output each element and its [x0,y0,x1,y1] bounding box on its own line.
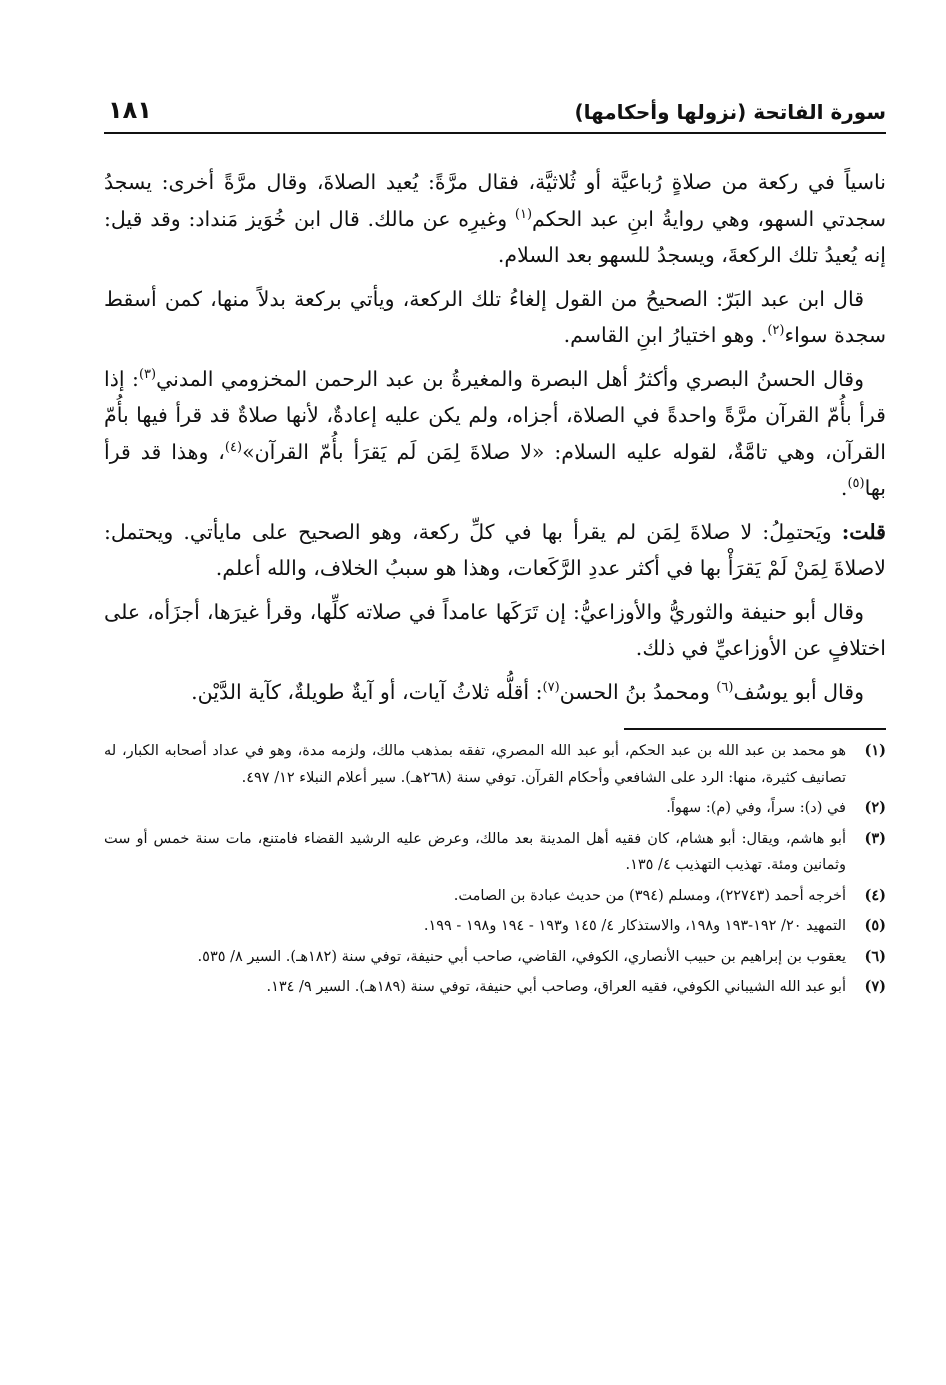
footnote-item [104,913,886,940]
text-run: : أقلُّه ثلاثُ آيات، أو آيةٌ طويلةٌ، كآية الدَّيْن. [191,679,543,704]
footnote-number: (٢) [864,799,886,816]
book-page [104,92,886,1362]
text-run: . [840,476,848,500]
text-run: قال ابن عبد البَرّ: الصحيحُ من القول إلغاءُ تلك الركعة، ويأتي بركعة بدلاً منها، كمن أسقط سجدة سواء [104,286,886,347]
text-run: وغيرِه عن مالك. قال ابن خُوَيز مَنداد: وقد قيل: إنه يُعيدُ تلك الركعةَ، ويسجدُ للسهو بعد السلام. [104,206,886,267]
running-header [104,92,886,134]
footnote-item [104,974,886,1001]
footnote-item [104,795,886,822]
text-run: . وهو اختيارُ ابنِ القاسم. [563,323,768,347]
footnote-item [104,826,886,879]
footnote-ref: (٦) [716,679,734,695]
text-run: : إذا قرأ بأُمّ القرآن مرَّةً واحدةً في الصلاة، أجزاه، ولم يكن عليه إعادةٌ، لأنها صلاةٌ قد قرأ فيها بأُمّ القرآن، وهي تامَّةٌ، لقوله عليه السلام: «لا صلاةَ لِمَن لَم يَقرَأ بأُمّ القرآن» [104,366,886,464]
text-run: ناسياً في ركعة من صلاةٍ رُباعيَّة أو ثُلاثيَّة، فقال مرَّةً: يُعيد الصلاةَ، وقال مرَّةً أخرى: يسجدُ سجدتي السهو، وهي روايةُ ابنِ عبد الحكم [104,170,886,231]
footnote-ref: (٧) [542,679,560,695]
footnote-text: في (د): سراً، وفي (م): سهواً. [666,800,846,816]
footnote-item [104,738,886,791]
footnote-number: (٥) [864,917,886,934]
text-run: وقال أبو حنيفة والثوريُّ والأوزاعيُّ: إن تَرَكَها عامداً في صلاته كلِّها، وقرأ غيرَها، أجزَأه، على اختلافٍ عن الأوزاعيِّ في ذلك. [104,599,886,660]
paragraph [104,361,886,507]
footnote-text: أبو عبد الله الشيباني الكوفي، فقيه العراق، وصاحب أبي حنيفة، توفي سنة (١٨٩هـ). السير ٩/ ١٣٤. [266,979,846,995]
text-run: وقال الحسنُ البصري وأكثرُ أهل البصرة والمغيرةُ بن عبد الرحمن المخزومي المدني [156,366,864,391]
footnote-text: أبو هاشم، ويقال: أبو هشام، كان فقيه أهل المدينة بعد مالك، وعرض عليه الرشيد القضاء فامتنع، مات سنة خمس أو ست وثمانين ومئة. تهذيب التهذيب ٤/ ١٣٥. [104,830,846,873]
footnote-text: أخرجه أحمد (٢٢٧٤٣)، ومسلم (٣٩٤) من حديث عبادة بن الصامت. [453,887,846,904]
paragraph [104,281,886,354]
footnote-item [104,944,886,971]
paragraph [104,514,886,587]
main-text [104,164,886,710]
paragraph [104,674,886,711]
footnote-ref: (٤) [224,439,243,455]
footnote-number: (٦) [864,947,886,965]
page-number: ١٨١ [108,96,152,124]
text-run: ، وهذا قد قرأ بها [104,439,886,500]
footnote-ref: (٢) [767,323,785,339]
footnote-ref: (١) [514,206,533,222]
text-run: ويَحتمِلُ: لا صلاةَ لِمَن لم يقرأ بها في كلِّ ركعة، وهو الصحيح على مايأتي. ويحتمل: لاصلاةَ لِمَنْ لَمْ يَقرَأْ بها في أكثر عددِ الرَّكَعات، وهذا هو سببُ الخلاف، والله أعلم. [104,519,886,580]
footnote-text: هو محمد بن عبد الله بن عبد الحكم، أبو عبد الله المصري، تفقه بمذهب مالك، ولزمه مدة، وهو في عداد أصحابه الكبار، له تصانيف كثيرة، منها: الرد على الشافعي وأحكام القرآن. توفي سنة (٢٦٨هـ). سير أعلام النبلاء ١٢/ ٤٩٧. [104,743,846,786]
footnote-number: (٣) [864,829,886,847]
footnote-ref: (٥) [847,476,865,492]
paragraph [104,164,886,274]
text-run: وقال أبو يوسُف [733,679,864,704]
footnote-text: يعقوب بن إبراهيم بن حبيب الأنصاري، الكوفي، القاضي، صاحب أبي حنيفة، توفي سنة (١٨٢هـ). السير ٨/ ٥٣٥. [197,948,846,965]
footnote-ref: (٣) [138,366,157,382]
footnote-separator [624,728,886,730]
lead-word: قلت: [841,519,886,544]
footnotes [104,738,886,1001]
footnote-number: (٧) [864,978,886,995]
footnote-number: (٤) [864,886,886,904]
footnote-item [104,883,886,910]
paragraph [104,594,886,667]
text-run: ومحمدُ بنُ الحسن [559,679,717,704]
footnote-number: (١) [864,742,886,759]
footnote-text: التمهيد ٢٠/ ١٩٢-١٩٣ و١٩٨، والاستذكار ٤/ ١٤٥ و١٩٣ - ١٩٤ و١٩٨ - ١٩٩. [423,918,846,934]
chapter-title: سورة الفاتحة (نزولها وأحكامها) [574,100,886,124]
